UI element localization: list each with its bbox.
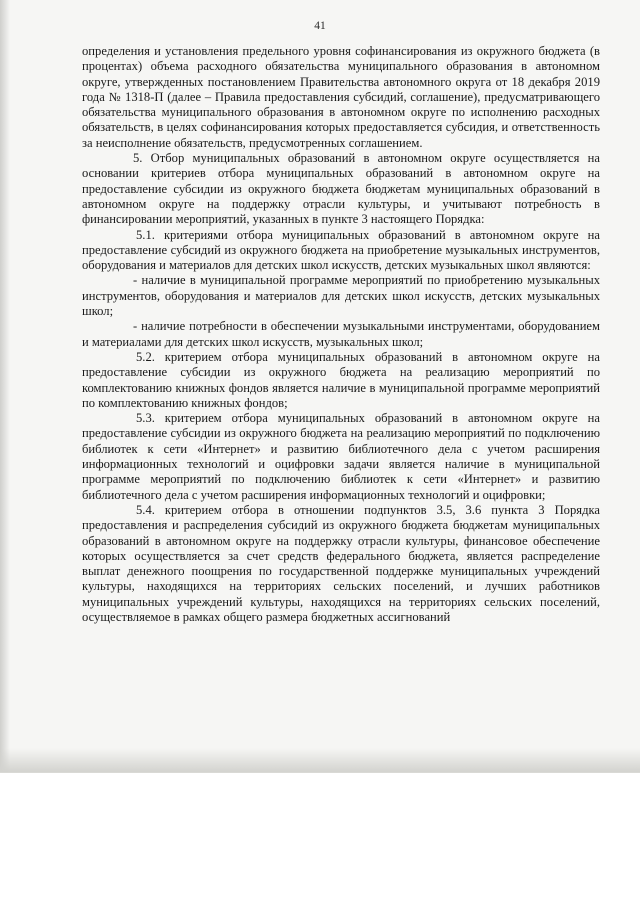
paragraph-continuation: определения и установления предельного уровня софинансирования из окружного бюджета (в процентах) объема расходного обязательства муниципального образования в автономном округе, утвержденных постановлением Правительства автономного округа от 18 декабря 2019 года № 1318-П (далее – Правила предоставления субсидий, соглашение), предусматривающего обязательства муниципального образования в автономном округе по исполнению расходных обязательств, в целях софинансирования которых предоставляется субсидия, и ответственность за неисполнение обязательств, предусмотренных соглашением. bbox=[82, 44, 600, 150]
scan-shadow-left bbox=[0, 0, 10, 772]
paragraph-item-5: 5. Отбор муниципальных образований в автономном округе осуществляется на основании критериев отбора муниципальных образований в автономном округе на предоставление субсидии из окружного бюджета бюджетам муниципальных образований в автономном округе на поддержку отрасли культуры, и учитывают потребность в финансировании мероприятий, указанных в пункте 3 настоящего Порядка: bbox=[82, 151, 600, 227]
document-body bbox=[82, 44, 600, 625]
paragraph-bullet: - наличие в муниципальной программе мероприятий по приобретению музыкальных инструментов, оборудования и материалов для детских школ искусств, детских музыкальных школ; bbox=[82, 273, 600, 319]
paragraph-item-5-2: 5.2. критерием отбора муниципальных образований в автономном округе на предоставление субсидии из окружного бюджета на реализацию мероприятий по комплектованию книжных фондов является наличие в муниципальной программе мероприятий по комплектованию книжных фондов; bbox=[82, 349, 600, 410]
paragraph-item-5-1: 5.1. критериями отбора муниципальных образований в автономном округе на предоставление субсидий из окружного бюджета на приобретение музыкальных инструментов, оборудования и материалов для детских школ искусств, детских музыкальных школ являются: bbox=[82, 227, 600, 273]
page-number: 41 bbox=[314, 20, 326, 32]
paragraph-item-5-4: 5.4. критерием отбора в отношении подпунктов 3.5, 3.6 пункта 3 Порядка предоставления и распределения субсидий из окружного бюджета бюджетам муниципальных образований в автономном округе на поддержку отрасли культуры, финансовое обеспечение которых осуществляется за счет средств федерального бюджета, является распределение выплат денежного поощрения по государственной поддержке муниципальных учреждений культуры, находящихся на территориях сельских поселений, и лучших работников муниципальных учреждений культуры, находящихся на территориях сельских поселений, осуществляемое в рамках общего размера бюджетных ассигнований bbox=[82, 502, 600, 624]
paragraph-item-5-3: 5.3. критерием отбора муниципальных образований в автономном округе на предоставление субсидии из окружного бюджета на реализацию мероприятий по подключению библиотек к сети «Интернет» и развитию библиотечного дела с учетом расширения информационных технологий и оцифровки задачи является наличие в муниципальной программе мероприятий по подключению библиотек к сети «Интернет» и развитию библиотечного дела с учетом расширения информационных технологий и оцифровки; bbox=[82, 411, 600, 502]
scan-shadow-bottom bbox=[0, 748, 640, 772]
paragraph-bullet: - наличие потребности в обеспечении музыкальными инструментами, оборудованием и материалами для детских школ искусств, музыкальных школ; bbox=[82, 319, 600, 349]
